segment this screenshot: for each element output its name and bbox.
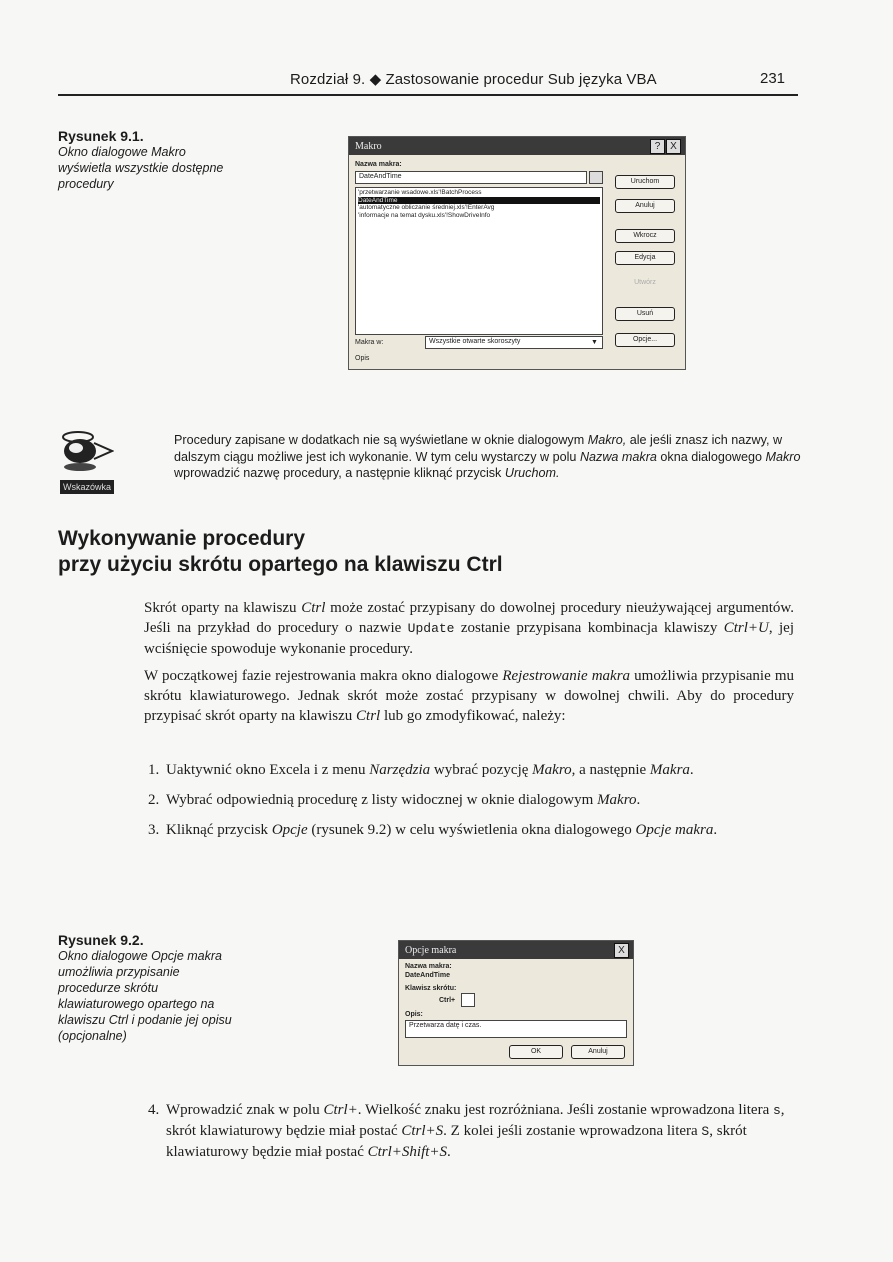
macro-name-input[interactable]: DateAndTime	[355, 171, 587, 184]
options-name-label: Nazwa makra:	[405, 963, 452, 970]
running-header: Rozdział 9. ◆ Zastosowanie procedur Sub języka VBA	[290, 71, 657, 88]
macro-name-label: Nazwa makra:	[355, 161, 402, 168]
cancel-button[interactable]: Anuluj	[571, 1045, 625, 1059]
collapse-dialog-icon[interactable]	[589, 171, 603, 184]
macro-list[interactable]	[355, 187, 603, 335]
create-button: Utwórz	[634, 279, 656, 286]
list-item: 3. Kliknąć przycisk Opcje (rysunek 9.2) w celu wyświetlenia okna dialogowego Opcje makra.	[148, 822, 718, 838]
figure-2-caption	[58, 932, 238, 1044]
options-button[interactable]: Opcje...	[615, 333, 675, 347]
close-icon[interactable]: X	[666, 139, 681, 154]
edit-button[interactable]: Edycja	[615, 251, 675, 265]
cancel-button[interactable]: Anuluj	[615, 199, 675, 213]
macro-dialog-titlebar	[349, 137, 685, 155]
paragraph-1: Skrót oparty na klawiszu Ctrl może zostać przypisany do dowolnej procedury nieużywającej argumentów. Jeśli na przykład do procedury o nazwie Update zostanie przypisana kombinacja klawiszy Ctrl+U, jej wciśnięcie spowoduje wykonanie procedury.	[144, 600, 795, 657]
run-button[interactable]: Uruchom	[615, 175, 675, 189]
close-icon[interactable]: X	[614, 943, 629, 958]
options-description-label: Opis:	[405, 1011, 423, 1018]
tip-badge: Wskazówka	[60, 480, 114, 494]
paragraph-2: W początkowej fazie rejestrowania makra okno dialogowe Rejestrowanie makra umożliwia przypisanie mu skrótu klawiaturowego. Jednak skrót może zostać przypisany w dowolnej chwili. Aby do procedury przypisać skrót oparty na klawiszu Ctrl lub go zmodyfikować, należy:	[144, 668, 794, 724]
ok-button[interactable]: OK	[509, 1045, 563, 1059]
description-label: Opis	[355, 355, 370, 362]
page-number: 231	[760, 70, 786, 87]
macro-dialog-title: Makro	[355, 140, 382, 152]
figure-2-caption-body: Okno dialogowe Opcje makra umożliwia przypisanie procedurze skrótu klawiaturowego opartego na klawiszu Ctrl i podanie jej opisu (opcjonalne)	[58, 949, 232, 1043]
header-rule	[58, 94, 798, 96]
tip-icon	[60, 425, 114, 477]
section-heading: Wykonywanie procedury przy użyciu skrótu opartego na klawiszu Ctrl	[58, 527, 503, 576]
macro-options-dialog	[398, 940, 634, 1066]
list-item: 1. Uaktywnić okno Excela i z menu Narzędzia wybrać pozycję Makro, a następnie Makra.	[148, 762, 694, 778]
macro-list-item[interactable]: 'automatyczne obliczanie średniej.xls'!EnterAvg	[358, 204, 495, 211]
figure-1-caption	[58, 128, 228, 192]
steps-list	[148, 760, 798, 850]
figure-1-caption-title: Rysunek 9.1.	[58, 128, 144, 144]
shortcut-key-input[interactable]	[461, 993, 475, 1007]
macro-list-item-selected[interactable]: DateAndTime	[358, 197, 600, 205]
step-into-button[interactable]: Wkrocz	[615, 229, 675, 243]
options-description-input[interactable]: Przetwarza datę i czas.	[405, 1020, 627, 1038]
options-name-value: DateAndTime	[405, 972, 450, 979]
figure-1-caption-body: Okno dialogowe Makro wyświetla wszystkie dostępne procedury	[58, 145, 224, 191]
macros-in-select[interactable]: Wszystkie otwarte skoroszyty	[425, 336, 603, 349]
shortcut-label: Klawisz skrótu:	[405, 985, 457, 992]
step-4	[148, 1100, 798, 1172]
macros-in-label: Makra w:	[355, 339, 384, 346]
chevron-down-icon[interactable]: ▼	[591, 339, 598, 346]
figure-2-caption-title: Rysunek 9.2.	[58, 932, 144, 948]
help-icon[interactable]: ?	[650, 139, 665, 154]
options-dialog-titlebar	[399, 941, 633, 959]
macro-dialog	[348, 136, 686, 370]
macro-list-item[interactable]: 'przetwarzanie wsadowe.xls'!BatchProcess	[358, 189, 482, 196]
macro-list-item[interactable]: 'informacje na temat dysku.xls'!ShowDriveInfo	[358, 211, 491, 219]
delete-button[interactable]: Usuń	[615, 307, 675, 321]
tip-text: Procedury zapisane w dodatkach nie są wyświetlane w oknie dialogowym Makro, ale jeśli znasz ich nazwy, w dalszym ciągu możliwe jest ich wykonanie. W tym celu wystarczy w polu Nazwa makra okna dialogowego Makro wprowadzić nazwę procedury, a następnie kliknąć przycisk Uruchom.	[174, 433, 801, 480]
options-dialog-title: Opcje makra	[405, 944, 457, 956]
ctrl-label: Ctrl+	[439, 997, 456, 1004]
list-item: 2. Wybrać odpowiednią procedurę z listy widocznej w oknie dialogowym Makro.	[148, 792, 641, 808]
list-item: 4. Wprowadzić znak w polu Ctrl+. Wielkość znaku jest rozróżniana. Jeśli zostanie wprowadzona litera s, skrót klawiaturowy będzie miał postać Ctrl+S. Z kolei jeśli zostanie wprowadzona litera S, skrót klawiaturowy będzie miał postać Ctrl+Shift+S.	[148, 1102, 785, 1160]
